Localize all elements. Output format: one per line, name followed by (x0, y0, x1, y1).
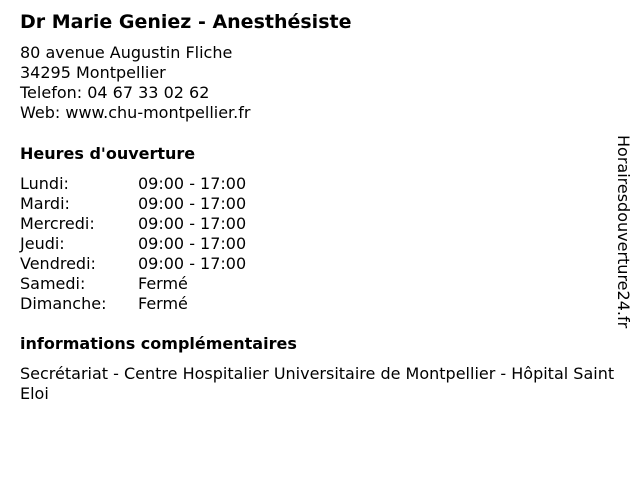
hours-row (20, 234, 320, 254)
hours-day: Mercredi: (20, 214, 95, 233)
hours-row (20, 274, 320, 294)
opening-hours-heading: Heures d'ouverture (20, 144, 196, 163)
hours-row (20, 254, 320, 274)
hours-time: 09:00 - 17:00 (138, 254, 247, 273)
page-title: Dr Marie Geniez - Anesthésiste (20, 11, 352, 33)
hours-day: Lundi: (20, 174, 69, 193)
hours-row (20, 194, 320, 214)
hours-time: 09:00 - 17:00 (138, 214, 247, 233)
hours-day: Mardi: (20, 194, 70, 213)
hours-row (20, 214, 320, 234)
hours-time: Fermé (138, 294, 188, 313)
additional-info-heading: informations complémentaires (20, 334, 297, 353)
hours-time: 09:00 - 17:00 (138, 234, 247, 253)
hours-day: Vendredi: (20, 254, 96, 273)
site-watermark: Horairesdouverture24.fr (614, 135, 633, 329)
hours-day: Jeudi: (20, 234, 65, 253)
address-block (20, 43, 250, 123)
hours-row (20, 294, 320, 314)
street-address: 80 avenue Augustin Fliche (20, 43, 233, 62)
hours-day: Samedi: (20, 274, 86, 293)
hours-day: Dimanche: (20, 294, 107, 313)
hours-row (20, 174, 320, 194)
opening-hours-table (20, 174, 320, 314)
phone-number: Telefon: 04 67 33 02 62 (20, 83, 210, 102)
additional-info-text: Secrétariat - Centre Hospitalier Universitaire de Montpellier - Hôpital Saint Eloi (20, 364, 615, 403)
website: Web: www.chu-montpellier.fr (20, 103, 251, 122)
hours-time: 09:00 - 17:00 (138, 194, 247, 213)
city: 34295 Montpellier (20, 63, 166, 82)
hours-time: Fermé (138, 274, 188, 293)
hours-time: 09:00 - 17:00 (138, 174, 247, 193)
